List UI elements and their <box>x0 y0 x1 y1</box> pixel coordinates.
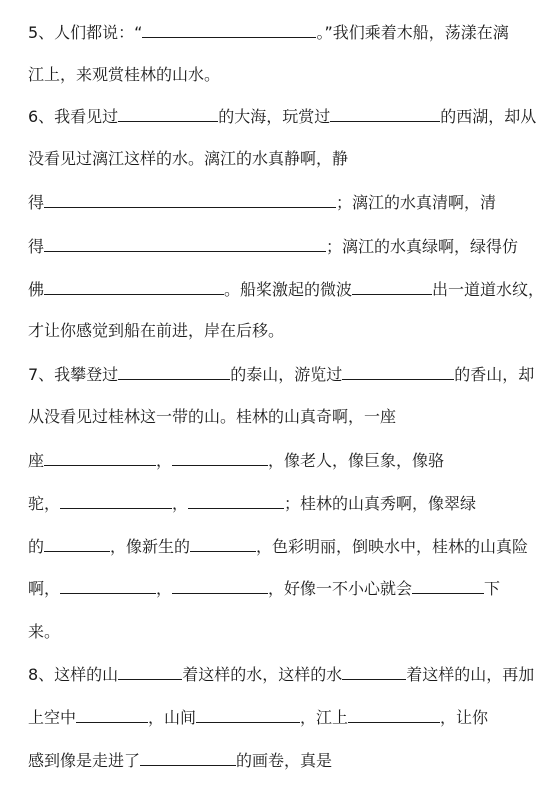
q8-line-3 <box>28 750 332 772</box>
q7-blank-6[interactable] <box>188 493 284 509</box>
q6-blank-1[interactable] <box>118 106 218 122</box>
q6-line-4 <box>28 236 518 258</box>
q6-blank-4[interactable] <box>44 236 326 252</box>
q6-line-2 <box>28 148 348 170</box>
q7-blank-2[interactable] <box>342 364 454 380</box>
q8-text-5: ，山间 <box>148 708 197 727</box>
q6-blank-2[interactable] <box>330 106 440 122</box>
q6-blank-5[interactable] <box>44 279 224 295</box>
q6-line-6 <box>28 320 284 342</box>
q8-blank-2[interactable] <box>342 664 406 680</box>
q6-blank-6[interactable] <box>352 279 432 295</box>
q7-text-2: 的泰山，游览过 <box>230 365 343 384</box>
q8-line-2 <box>28 707 488 729</box>
q7-line-7 <box>28 621 60 643</box>
q7-line-5 <box>28 536 528 558</box>
q7-text-15: ， <box>156 579 173 598</box>
q7-blank-7[interactable] <box>44 536 110 552</box>
q6-text-9: 佛 <box>28 280 45 299</box>
q8-blank-1[interactable] <box>118 664 182 680</box>
q6-text-4: 没看见过漓江这样的水。漓江的水真静啊，静 <box>28 149 349 168</box>
q5-line-1 <box>28 22 509 44</box>
q7-text-11: 的 <box>28 537 45 556</box>
q8-blank-5[interactable] <box>348 707 440 723</box>
q5-blank-1[interactable] <box>142 22 316 38</box>
q6-text-8: ；漓江的水真绿啊，绿得仿 <box>326 237 519 256</box>
q7-blank-10[interactable] <box>172 578 268 594</box>
q7-text-17: 下 <box>484 579 501 598</box>
q7-text-9: ， <box>172 494 189 513</box>
q7-text-8: 驼， <box>28 494 61 513</box>
q7-text-13: ，色彩明丽，倒映水中，桂林的山真险 <box>256 537 529 556</box>
q6-text-2: 的大海，玩赏过 <box>218 107 331 126</box>
q7-blank-8[interactable] <box>190 536 256 552</box>
q8-line-1 <box>28 664 534 686</box>
q8-text-8: 感到像是走进了 <box>28 751 141 770</box>
q7-text-14: 啊， <box>28 579 61 598</box>
q7-text-4: 从没看见过桂林这一带的山。桂林的山真奇啊，一座 <box>28 407 397 426</box>
q8-blank-4[interactable] <box>196 707 300 723</box>
q7-line-1 <box>28 364 534 386</box>
q7-text-10: ；桂林的山真秀啊，像翠绿 <box>284 494 477 513</box>
q6-text-10: 。船桨激起的微波 <box>224 280 353 299</box>
q6-text-1: 6、我看见过 <box>28 107 119 126</box>
q7-blank-4[interactable] <box>172 450 268 466</box>
q8-text-3: 着这样的山，再加 <box>406 665 535 684</box>
q7-text-7: ，像老人，像巨象，像骆 <box>268 451 445 470</box>
q7-text-16: ，好像一不小心就会 <box>268 579 413 598</box>
q8-text-2: 着这样的水，这样的水 <box>182 665 343 684</box>
q8-text-9: 的画卷，真是 <box>236 751 333 770</box>
q8-text-6: ，江上 <box>300 708 349 727</box>
q7-blank-9[interactable] <box>60 578 156 594</box>
q7-line-4 <box>28 493 476 515</box>
q6-text-5: 得 <box>28 193 45 212</box>
q7-line-3 <box>28 450 444 472</box>
q8-text-7: ，让你 <box>440 708 489 727</box>
q7-text-18: 来。 <box>28 622 61 641</box>
q7-blank-3[interactable] <box>44 450 156 466</box>
q7-line-6 <box>28 578 500 600</box>
q7-blank-5[interactable] <box>60 493 172 509</box>
q7-text-5: 座 <box>28 451 45 470</box>
q6-line-3 <box>28 192 496 214</box>
q5-text-1: 5、人们都说：“ <box>28 23 143 42</box>
q8-blank-3[interactable] <box>76 707 148 723</box>
q7-text-6: ， <box>156 451 173 470</box>
q6-text-11: 出一道道水纹， <box>432 280 545 299</box>
q8-text-4: 上空中 <box>28 708 77 727</box>
q6-line-5 <box>28 279 544 301</box>
q6-text-3: 的西湖，却从 <box>440 107 537 126</box>
q5-text-2: 。”我们乘着木船，荡漾在漓 <box>316 23 509 42</box>
q6-line-1 <box>28 106 536 128</box>
q5-text-3: 江上，来观赏桂林的山水。 <box>28 65 221 84</box>
q6-blank-3[interactable] <box>44 192 336 208</box>
q8-text-1: 8、这样的山 <box>28 665 119 684</box>
q7-blank-11[interactable] <box>412 578 484 594</box>
q5-line-2 <box>28 64 220 86</box>
q6-text-12: 才让你感觉到船在前进，岸在后移。 <box>28 321 285 340</box>
q7-text-1: 7、我攀登过 <box>28 365 119 384</box>
q7-blank-1[interactable] <box>118 364 230 380</box>
q7-text-12: ，像新生的 <box>110 537 191 556</box>
q8-blank-6[interactable] <box>140 750 236 766</box>
q6-text-7: 得 <box>28 237 45 256</box>
q7-text-3: 的香山，却 <box>454 365 535 384</box>
q7-line-2 <box>28 406 396 428</box>
q6-text-6: ；漓江的水真清啊，清 <box>336 193 497 212</box>
